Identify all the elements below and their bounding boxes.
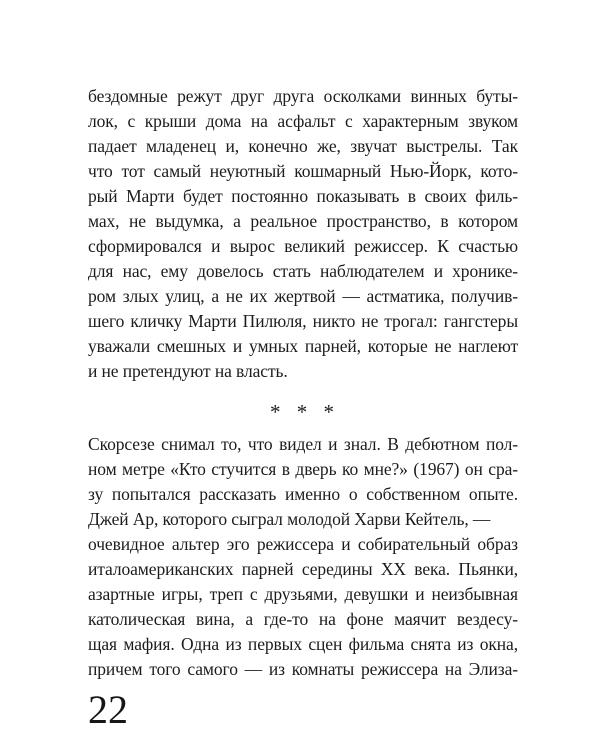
section-divider-stars: * * * bbox=[270, 399, 336, 424]
text-line: щая мафия. Одна из первых сцен фильма снята из окна, bbox=[88, 634, 518, 654]
text-line: ном метре «Кто стучится в дверь ко мне?» (1967) он сра- bbox=[88, 459, 518, 479]
text-line: католическая вина, а где-то на фоне маячит вездесу- bbox=[88, 609, 518, 629]
text-line: азартные игры, треп с друзьями, девушки и неизбывная bbox=[88, 584, 518, 604]
section-divider bbox=[88, 384, 518, 432]
text-block bbox=[88, 84, 518, 682]
text-line: падает младенец и, конечно же, звучат выстрелы. Так bbox=[88, 136, 518, 156]
text-line: зу попытался рассказать именно о собственном опыте. bbox=[88, 484, 518, 504]
text-line: лок, с крыши дома на асфальт с характерным звуком bbox=[88, 111, 518, 131]
text-line: Джей Ар, которого сыграл молодой Харви Кейтель, — bbox=[88, 509, 491, 529]
paragraph-2 bbox=[88, 432, 518, 682]
text-line: италоамериканских парней середины XX века. Пьянки, bbox=[88, 559, 518, 579]
text-line: очевидное альтер эго режиссера и собирательный образ bbox=[88, 534, 518, 554]
text-line: рый Марти будет постоянно показывать в своих филь- bbox=[88, 186, 518, 206]
text-line: шего кличку Марти Пилюля, никто не трогал: гангстеры bbox=[88, 311, 518, 331]
text-line: что тот самый неуютный кошмарный Нью-Йорк, кото- bbox=[88, 161, 518, 181]
text-line: сформировался и вырос великий режиссер. К счастью bbox=[88, 236, 518, 256]
page-number: 22 bbox=[88, 687, 128, 732]
text-line: Скорсезе снимал то, что видел и знал. В дебютном пол- bbox=[88, 434, 518, 454]
text-line: бездомные режут друг друга осколками винных буты- bbox=[88, 86, 518, 106]
text-line: и не претендуют на власть. bbox=[88, 361, 288, 381]
text-line: уважали смешных и умных парней, которые не наглеют bbox=[88, 336, 518, 356]
text-line: мах, не выдумка, а реальное пространство, в котором bbox=[88, 211, 518, 231]
text-line: для нас, ему довелось стать наблюдателем и хронике- bbox=[88, 261, 518, 281]
text-line: ром злых улиц, а не их жертвой — астматика, получив- bbox=[88, 286, 518, 306]
paragraph-1 bbox=[88, 84, 518, 384]
text-line: причем того самого — из комнаты режиссера на Элиза- bbox=[88, 659, 518, 679]
